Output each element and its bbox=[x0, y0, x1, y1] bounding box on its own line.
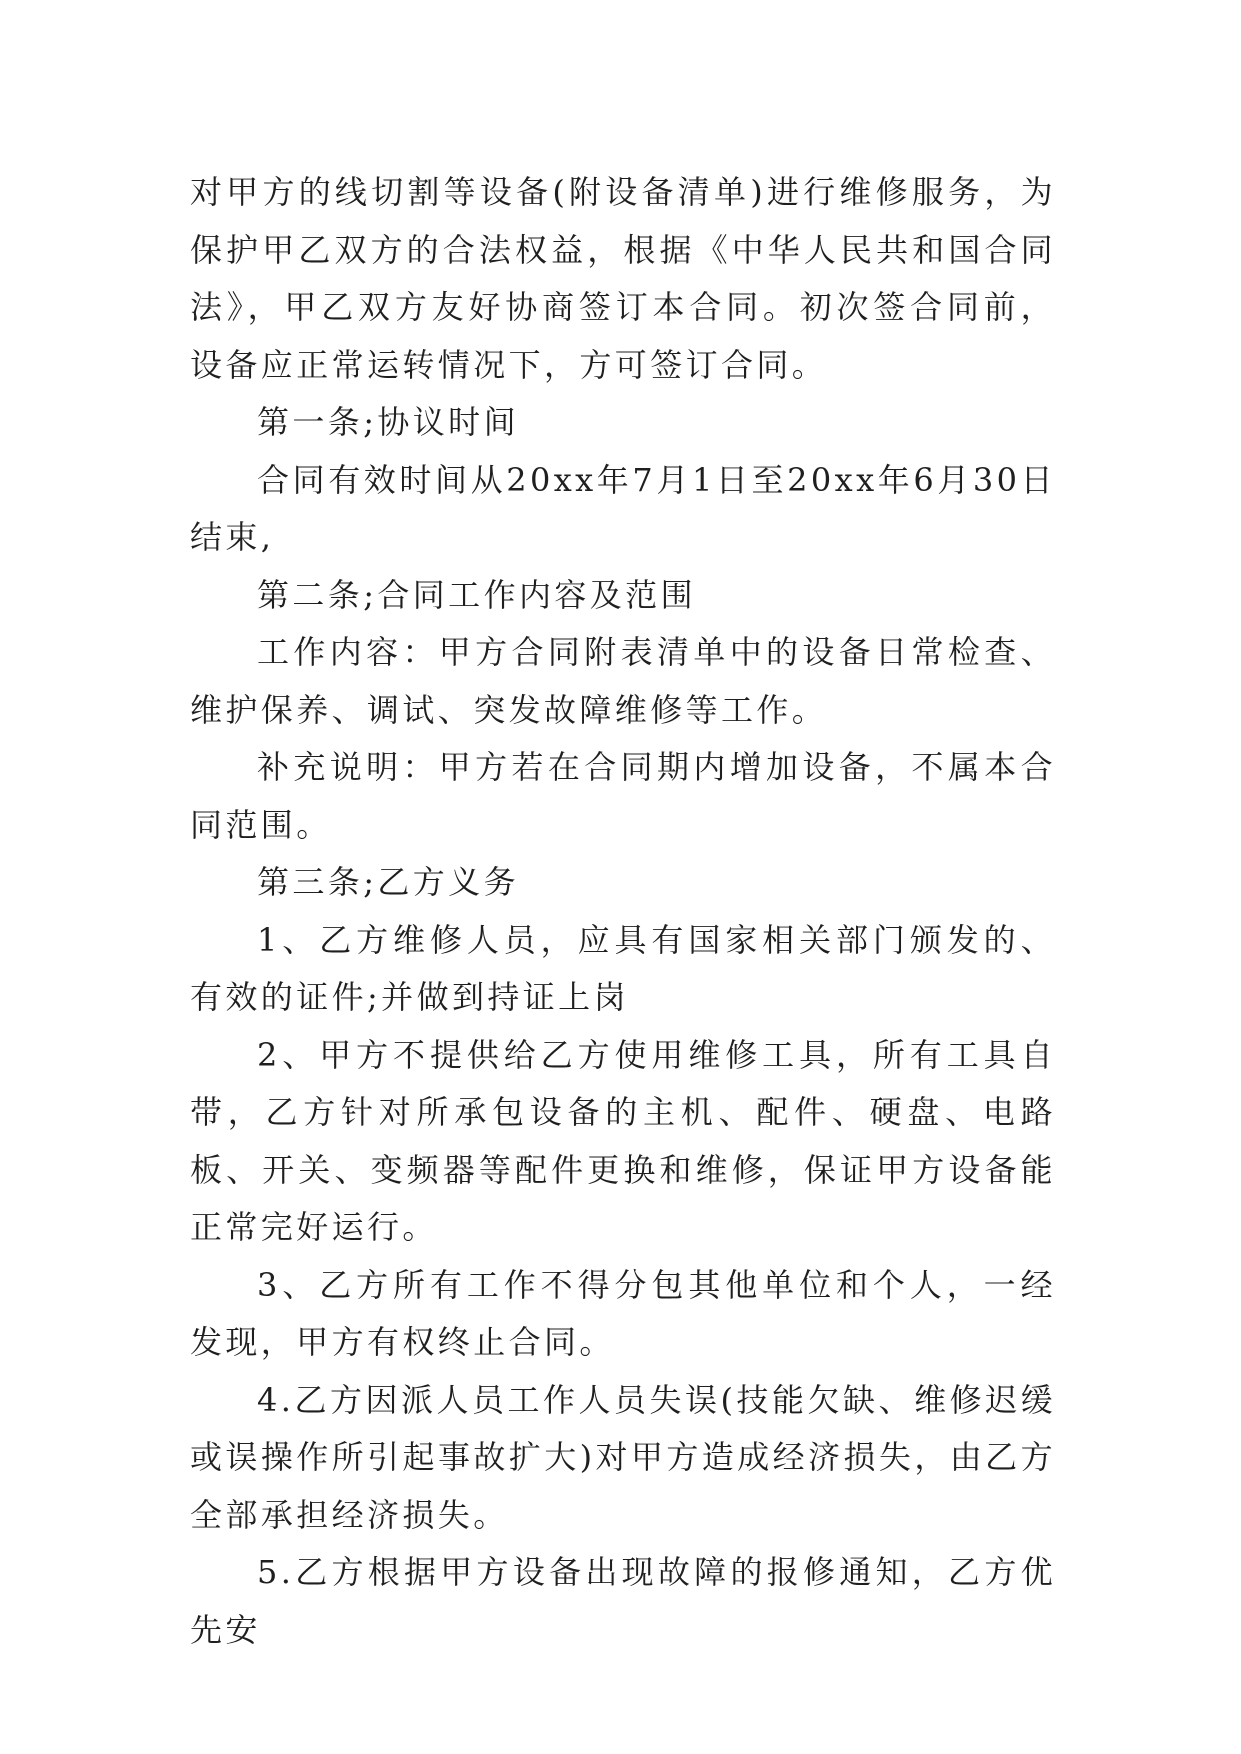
paragraph-term: 合同有效时间从20xx年7月1日至20xx年6月30日结束, bbox=[190, 460, 1056, 556]
paragraph-supplement: 补充说明：甲方若在合同期内增加设备，不属本合同范围。 bbox=[190, 748, 1056, 844]
heading-article-1: 第一条;协议时间 bbox=[257, 403, 519, 441]
clause-3: 3、乙方所有工作不得分包其他单位和个人，一经发现，甲方有权终止合同。 bbox=[190, 1265, 1056, 1361]
paragraph-work-content: 工作内容：甲方合同附表清单中的设备日常检查、维护保养、调试、突发故障维修等工作。 bbox=[190, 633, 1056, 729]
paragraph-intro: 对甲方的线切割等设备(附设备清单)进行维修服务，为保护甲乙双方的合法权益，根据《中华人民共和国合同法》，甲乙双方友好协商签订本合同。初次签合同前，设备应正常运转情况下，方可签订合同。 bbox=[190, 173, 1056, 384]
document-body bbox=[190, 164, 1056, 1659]
clause-2: 2、甲方不提供给乙方使用维修工具，所有工具自带，乙方针对所承包设备的主机、配件、硬盘、电路板、开关、变频器等配件更换和维修，保证甲方设备能正常完好运行。 bbox=[190, 1035, 1056, 1246]
clause-5: 5.乙方根据甲方设备出现故障的报修通知，乙方优先安 bbox=[190, 1553, 1056, 1649]
clause-4: 4.乙方因派人员工作人员失误(技能欠缺、维修迟缓或误操作所引起事故扩大)对甲方造成经济损失，由乙方全部承担经济损失。 bbox=[190, 1380, 1056, 1534]
heading-article-2: 第二条;合同工作内容及范围 bbox=[257, 575, 696, 614]
heading-article-3: 第三条;乙方义务 bbox=[257, 863, 519, 901]
clause-1: 1、乙方维修人员，应具有国家相关部门颁发的、有效的证件;并做到持证上岗 bbox=[190, 920, 1056, 1016]
